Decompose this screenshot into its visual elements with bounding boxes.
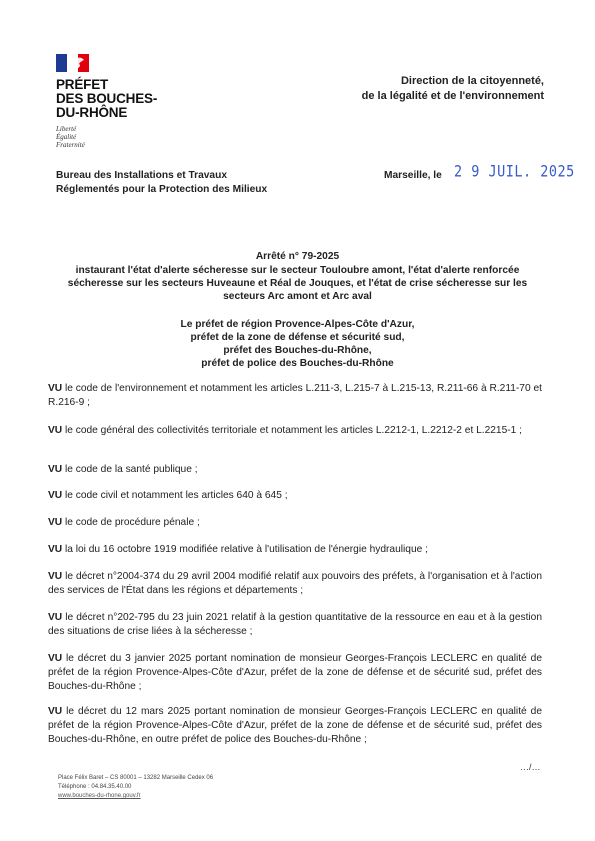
footer-address: Place Félix Baret – CS 80001 – 13282 Marseille Cedex 06 [58,775,214,781]
prefet-line-4: préfet de police des Bouches-du-Rhône [201,358,394,369]
bureau-block [56,169,267,197]
title-line-2: sécheresse sur les secteurs Huveaune et Réal de Jouques, et l'état de crise sécheresse sur les [67,278,528,289]
bureau-line-2: Réglementés pour la Protection des Milieux [56,184,268,195]
arrete-number: Arrêté n° 79-2025 [255,251,340,262]
direction-line-1: Direction de la citoyenneté, [400,75,544,87]
logo-line-2: DES BOUCHES- [56,91,158,106]
prefet-line-3: préfet des Bouches-du-Rhône, [223,345,372,356]
marianne-profile-icon [56,54,89,72]
prefet-line-1: Le préfet de région Provence-Alpes-Côte d'Azur, [180,319,415,330]
visa-paragraph: VU le décret n°2004-374 du 29 avril 2004 modifié relatif aux pouvoirs des préfets, à l'organisation et à l'action des services de l'État dans les régions et départements ; [48,571,542,596]
visa-paragraph: VU le décret du 12 mars 2025 portant nomination de monsieur Georges-François LECLERC en qualité de préfet de la région Provence-Alpes-Côte d'Azur, préfet de la zone de défense et de sécurité sud, préfet des Bouches-du-Rhône, en outre préfet de police des Bouches-du-Rhône ; [48,706,542,745]
page-continuation-mark: …/… [520,762,541,772]
place-label: Marseille, le [384,170,442,181]
footer-website-link[interactable]: www.bouches-du-rhone.gouv.fr [58,793,141,799]
logo-line-3: DU-RHÔNE [56,105,128,120]
footer-phone: Téléphone : 04.84.35.40.00 [58,784,132,790]
direction-block [362,74,544,104]
visa-paragraph: VU le décret du 3 janvier 2025 portant nomination de monsieur Georges-François LECLERC en qualité de préfet de la région Provence-Alpes-Côte d'Azur, préfet de la zone de défense et de sécurité sud, préfet des Bouches-du-Rhône ; [48,653,542,692]
visa-paragraph: VU le code de l'environnement et notamment les articles L.211-3, L.215-7 à L.215-13, R.211-66 à R.211-70 et R.216-9 ; [48,383,542,408]
title-line-1: instaurant l'état d'alerte sécheresse sur le secteur Touloubre amont, l'état d'alerte renforcée [75,265,520,276]
visa-paragraph: VU le décret n°202-795 du 23 juin 2021 relatif à la gestion quantitative de la ressource en eau et à la gestion des situations de crise liées à la sécheresse ; [48,612,542,637]
direction-line-2: de la légalité et de l'environnement [361,90,544,102]
devise-fraternite: Fraternité [56,141,85,149]
visa-paragraph: VU le code général des collectivités territoriale et notamment les articles L.2212-1, L.2212-2 et L.2215-1 ; [48,425,522,436]
logo-line-1: PRÉFET [56,77,109,92]
bureau-line-1: Bureau des Installations et Travaux [56,170,227,181]
devise-egalite: Égalité [56,133,77,141]
date-stamp: 2 9 JUIL. 2025 [454,162,575,182]
prefet-line-2: préfet de la zone de défense et sécurité sud, [190,332,405,343]
visa-paragraph: VU le code de la santé publique ; [48,464,198,475]
visa-paragraph: VU le code civil et notamment les articles 640 à 645 ; [48,490,288,501]
devise-liberte: Liberté [56,125,77,133]
visa-paragraph: VU la loi du 16 octobre 1919 modifiée relative à l'utilisation de l'énergie hydraulique ; [48,544,428,555]
visa-paragraph: VU le code de procédure pénale ; [48,517,200,528]
title-line-3: secteurs Arc amont et Arc aval [223,291,372,302]
